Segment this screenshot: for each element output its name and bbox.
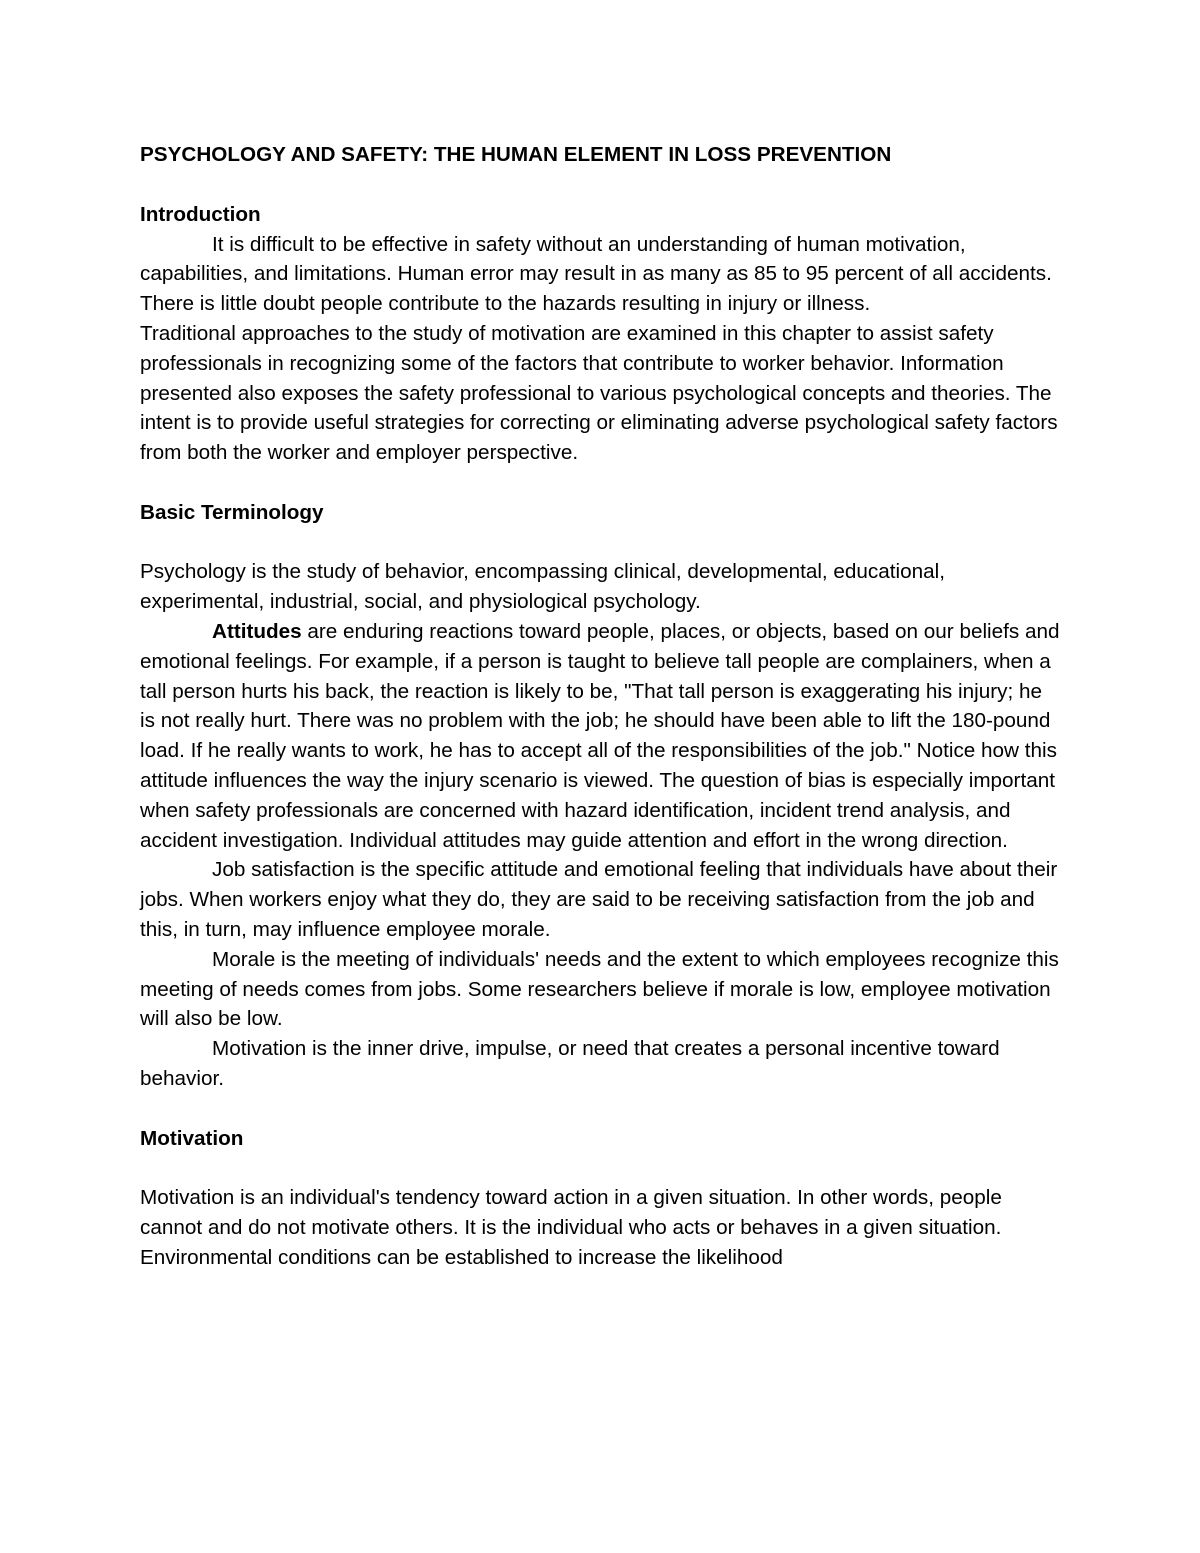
introduction-paragraph-2: Traditional approaches to the study of motivation are examined in this chapter to assist safety professionals in recognizing some of the factors that contribute to worker behavior. Information presented also exposes the safety professional to various psychological concepts and theories. The intent is to provide useful strategies for correcting or eliminating adverse psychological safety factors from both the worker and employer perspective. <box>140 321 1058 465</box>
attitudes-term: Attitudes <box>212 619 302 643</box>
introduction-heading: Introduction <box>140 202 261 226</box>
basic-terminology-heading: Basic Terminology <box>140 500 324 524</box>
motivation-definition-paragraph: Motivation is the inner drive, impulse, or need that creates a personal incentive toward behavior. <box>140 1037 1000 1090</box>
section-gap <box>140 528 1060 558</box>
psychology-definition-paragraph: Psychology is the study of behavior, encompassing clinical, developmental, educational, experimental, industrial, social, and physiological psychology. <box>140 560 945 614</box>
document-page <box>140 140 1060 1272</box>
introduction-paragraph-1: It is difficult to be effective in safety without an understanding of human motivation, capabilities, and limitations. Human error may result in as many as 85 to 95 percent of all accidents. There is little doubt people contribute to the hazards resulting in injury or illness. <box>140 232 1052 316</box>
section-gap <box>140 468 1060 498</box>
morale-paragraph: Morale is the meeting of individuals' needs and the extent to which employees recognize this meeting of needs comes from jobs. Some researchers believe if morale is low, employee motivation will also be low. <box>140 947 1059 1031</box>
attitudes-paragraph <box>140 617 1060 855</box>
section-gap <box>140 1153 1060 1183</box>
section-gap <box>140 1094 1060 1124</box>
job-satisfaction-paragraph: Job satisfaction is the specific attitude and emotional feeling that individuals have about their jobs. When workers enjoy what they do, they are said to be receiving satisfaction from the job and this, in turn, may influence employee morale. <box>140 858 1058 941</box>
motivation-heading: Motivation <box>140 1126 244 1150</box>
motivation-paragraph-1: Motivation is an individual's tendency toward action in a given situation. In other words, people cannot and do not motivate others. It is the individual who acts or behaves in a given situation. Environmental conditions can be established to increase the likelihood <box>140 1186 1002 1269</box>
attitudes-text: are enduring reactions toward people, places, or objects, based on our beliefs and emotional feelings. For example, if a person is taught to believe tall people are complainers, when a tall person hurts his back, the reaction is likely to be, "That tall person is exaggerating his injury; he is not really hurt. There was no problem with the job; he should have been able to lift the 180-pound load. If he really wants to work, he has to accept all of the responsibilities of the job." Notice how this attitude influences the way the injury scenario is viewed. The question of bias is especially important when safety professionals are concerned with hazard identification, incident trend analysis, and accident investigation. Individual attitudes may guide attention and effort in the wrong direction. <box>140 619 1060 852</box>
document-title: PSYCHOLOGY AND SAFETY: THE HUMAN ELEMENT IN LOSS PREVENTION <box>140 143 892 166</box>
